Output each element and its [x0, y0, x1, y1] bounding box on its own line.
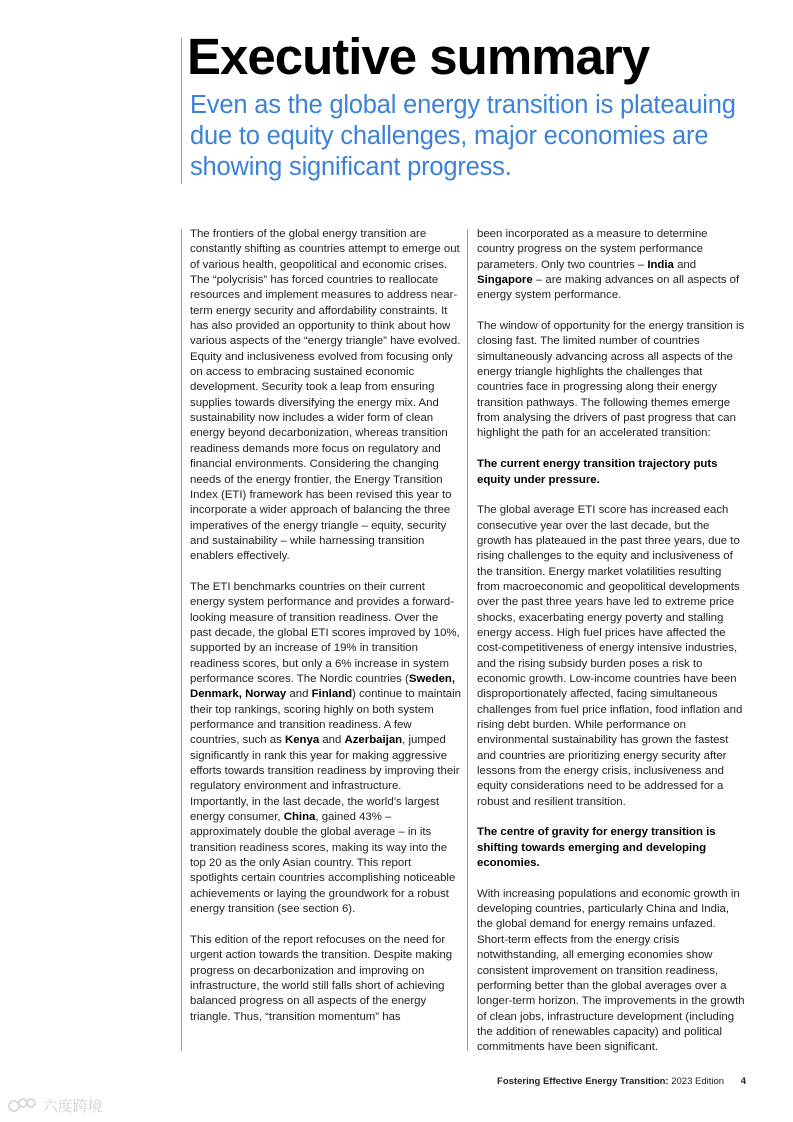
text-column-1 — [190, 227, 462, 1040]
paragraph: been incorporated as a measure to determine country progress on the system performance parameters. Only two countries – India and Singapore – are making advances on all aspects of energy system performance. — [477, 228, 740, 302]
page-title: Executive summary — [187, 28, 650, 85]
watermark-text: 六度跨境 — [42, 1097, 103, 1115]
title-divider-line — [181, 38, 182, 184]
country-finland: Finland — [311, 688, 353, 701]
page-footer — [497, 1076, 746, 1087]
text-column-2 — [477, 227, 745, 1071]
footer-edition: 2023 Edition — [671, 1076, 725, 1087]
watermark — [8, 1095, 103, 1116]
country-kenya: Kenya — [284, 734, 320, 747]
footer-report-name: Fostering Effective Energy Transition: — [497, 1076, 669, 1087]
theme-heading: The current energy transition trajectory puts equity under pressure. — [477, 458, 718, 486]
column-1-divider-line — [181, 229, 182, 1051]
paragraph: The frontiers of the global energy transition are constantly shifting as countries attempt to emerge out of various health, geopolitical and economic crises. The “polycrisis” has forced countries to reallocate resources and implement measures to address near-term energy security and affordability constraints. It has also provided an opportunity to think about how various aspects of the “energy triangle” have evolved. Equity and inclusiveness evolved from focusing only on access to embracing sustained economic development. Security took a leap from ensuring supplies towards diversifying the energy mix. And sustainability now includes a wider form of clean energy beyond decarbonization, whereas transition readiness demands more focus on regulatory and financial environments. Considering the changing needs of the energy frontier, the Energy Transition Index (ETI) framework has been revised this year to incorporate a wider approach of balancing the three imperatives of the energy triangle – equity, security and sustainability – while harnessing transition enablers effectively. — [190, 228, 461, 563]
country-china: China — [283, 811, 316, 824]
watermark-logo-icon — [8, 1097, 38, 1113]
theme-heading: The centre of gravity for energy transition is shifting towards emerging and developing economies. — [477, 826, 716, 870]
paragraph: The global average ETI score has increased each consecutive year over the last decade, but the growth has plateaued in the past three years, due to rising challenges to the equity and inclusiveness of the transition. Energy market volatilities resulting from macroeconomic and geopolitical developments over the past three years have led to extreme price shocks, exacerbating energy poverty and stalling energy access. High fuel prices have affected the cost-competitiveness of energy intensive industries, and the rising subsidy burden poses a risk to economic growth. Low-income countries have been disproportionately affected, facing simultaneous challenges from fuel price inflation, food inflation and rising debt burden. While performance on environmental sustainability has grown the fastest and countries are prioritizing energy security after lessons from the energy crisis, inclusiveness and equity considerations need to be addressed for a robust and resilient transition. — [477, 504, 743, 808]
page-number: 4 — [740, 1076, 746, 1087]
country-azerbaijan: Azerbaijan — [344, 734, 403, 747]
page-subtitle: Even as the global energy transition is plateauing due to equity challenges, major economies are showing significant progress. — [190, 91, 736, 181]
paragraph: The ETI benchmarks countries on their current energy system performance and provides a forward-looking measure of transition readiness. Over the past decade, the global ETI scores improved by 10%, supported by an increase of 19% in transition readiness scores, but only a 6% increase in system performance scores. The Nordic countries (Sweden, Denmark, Norway and Finland) continue to maintain their top rankings, scoring highly on both system performance and transition readiness. A few countries, such as Kenya and Azerbaijan, jumped significantly in rank this year for making aggressive efforts towards transition readiness by improving their regulatory environment and infrastructure. Importantly, in the last decade, the world’s largest energy consumer, China, gained 43% – approximately double the global average – in its transition readiness scores, making its way into the top 20 as the only Asian country. This report spotlights certain countries accomplishing noticeable achievements or laying the groundwork for a robust energy transition (see section 6). — [190, 580, 461, 916]
column-2-divider-line — [467, 229, 468, 1051]
paragraph: The window of opportunity for the energy transition is closing fast. The limited number of countries simultaneously advancing across all aspects of the energy triangle highlights the challenges that countries face in progressing along their energy transition pathways. The following themes emerge from analysing the drivers of past progress that can highlight the path for an accelerated transition: — [477, 320, 745, 440]
country-india: India — [647, 258, 674, 271]
paragraph: This edition of the report refocuses on the need for urgent action towards the transition. Despite making progress on decarbonization and improving on infrastructure, the world still falls short of achieving balanced progress on all aspects of the energy triangle. Thus, “transition momentum” has — [190, 933, 453, 1023]
country-singapore: Singapore — [477, 274, 533, 287]
country-sweden-denmark-norway: Sweden, Denmark, Norway — [190, 672, 456, 701]
paragraph: With increasing populations and economic growth in developing countries, particularly China and India, the global demand for energy remains unfazed. Short-term effects from the energy crisis notwithstanding, all emerging economies show consistent improvement on transition readiness, performing better than the global averages over a longer-term horizon. The improvements in the growth of clean jobs, infrastructure development (including the addition of renewables capacity) and political commitments have been significant. — [477, 887, 745, 1054]
